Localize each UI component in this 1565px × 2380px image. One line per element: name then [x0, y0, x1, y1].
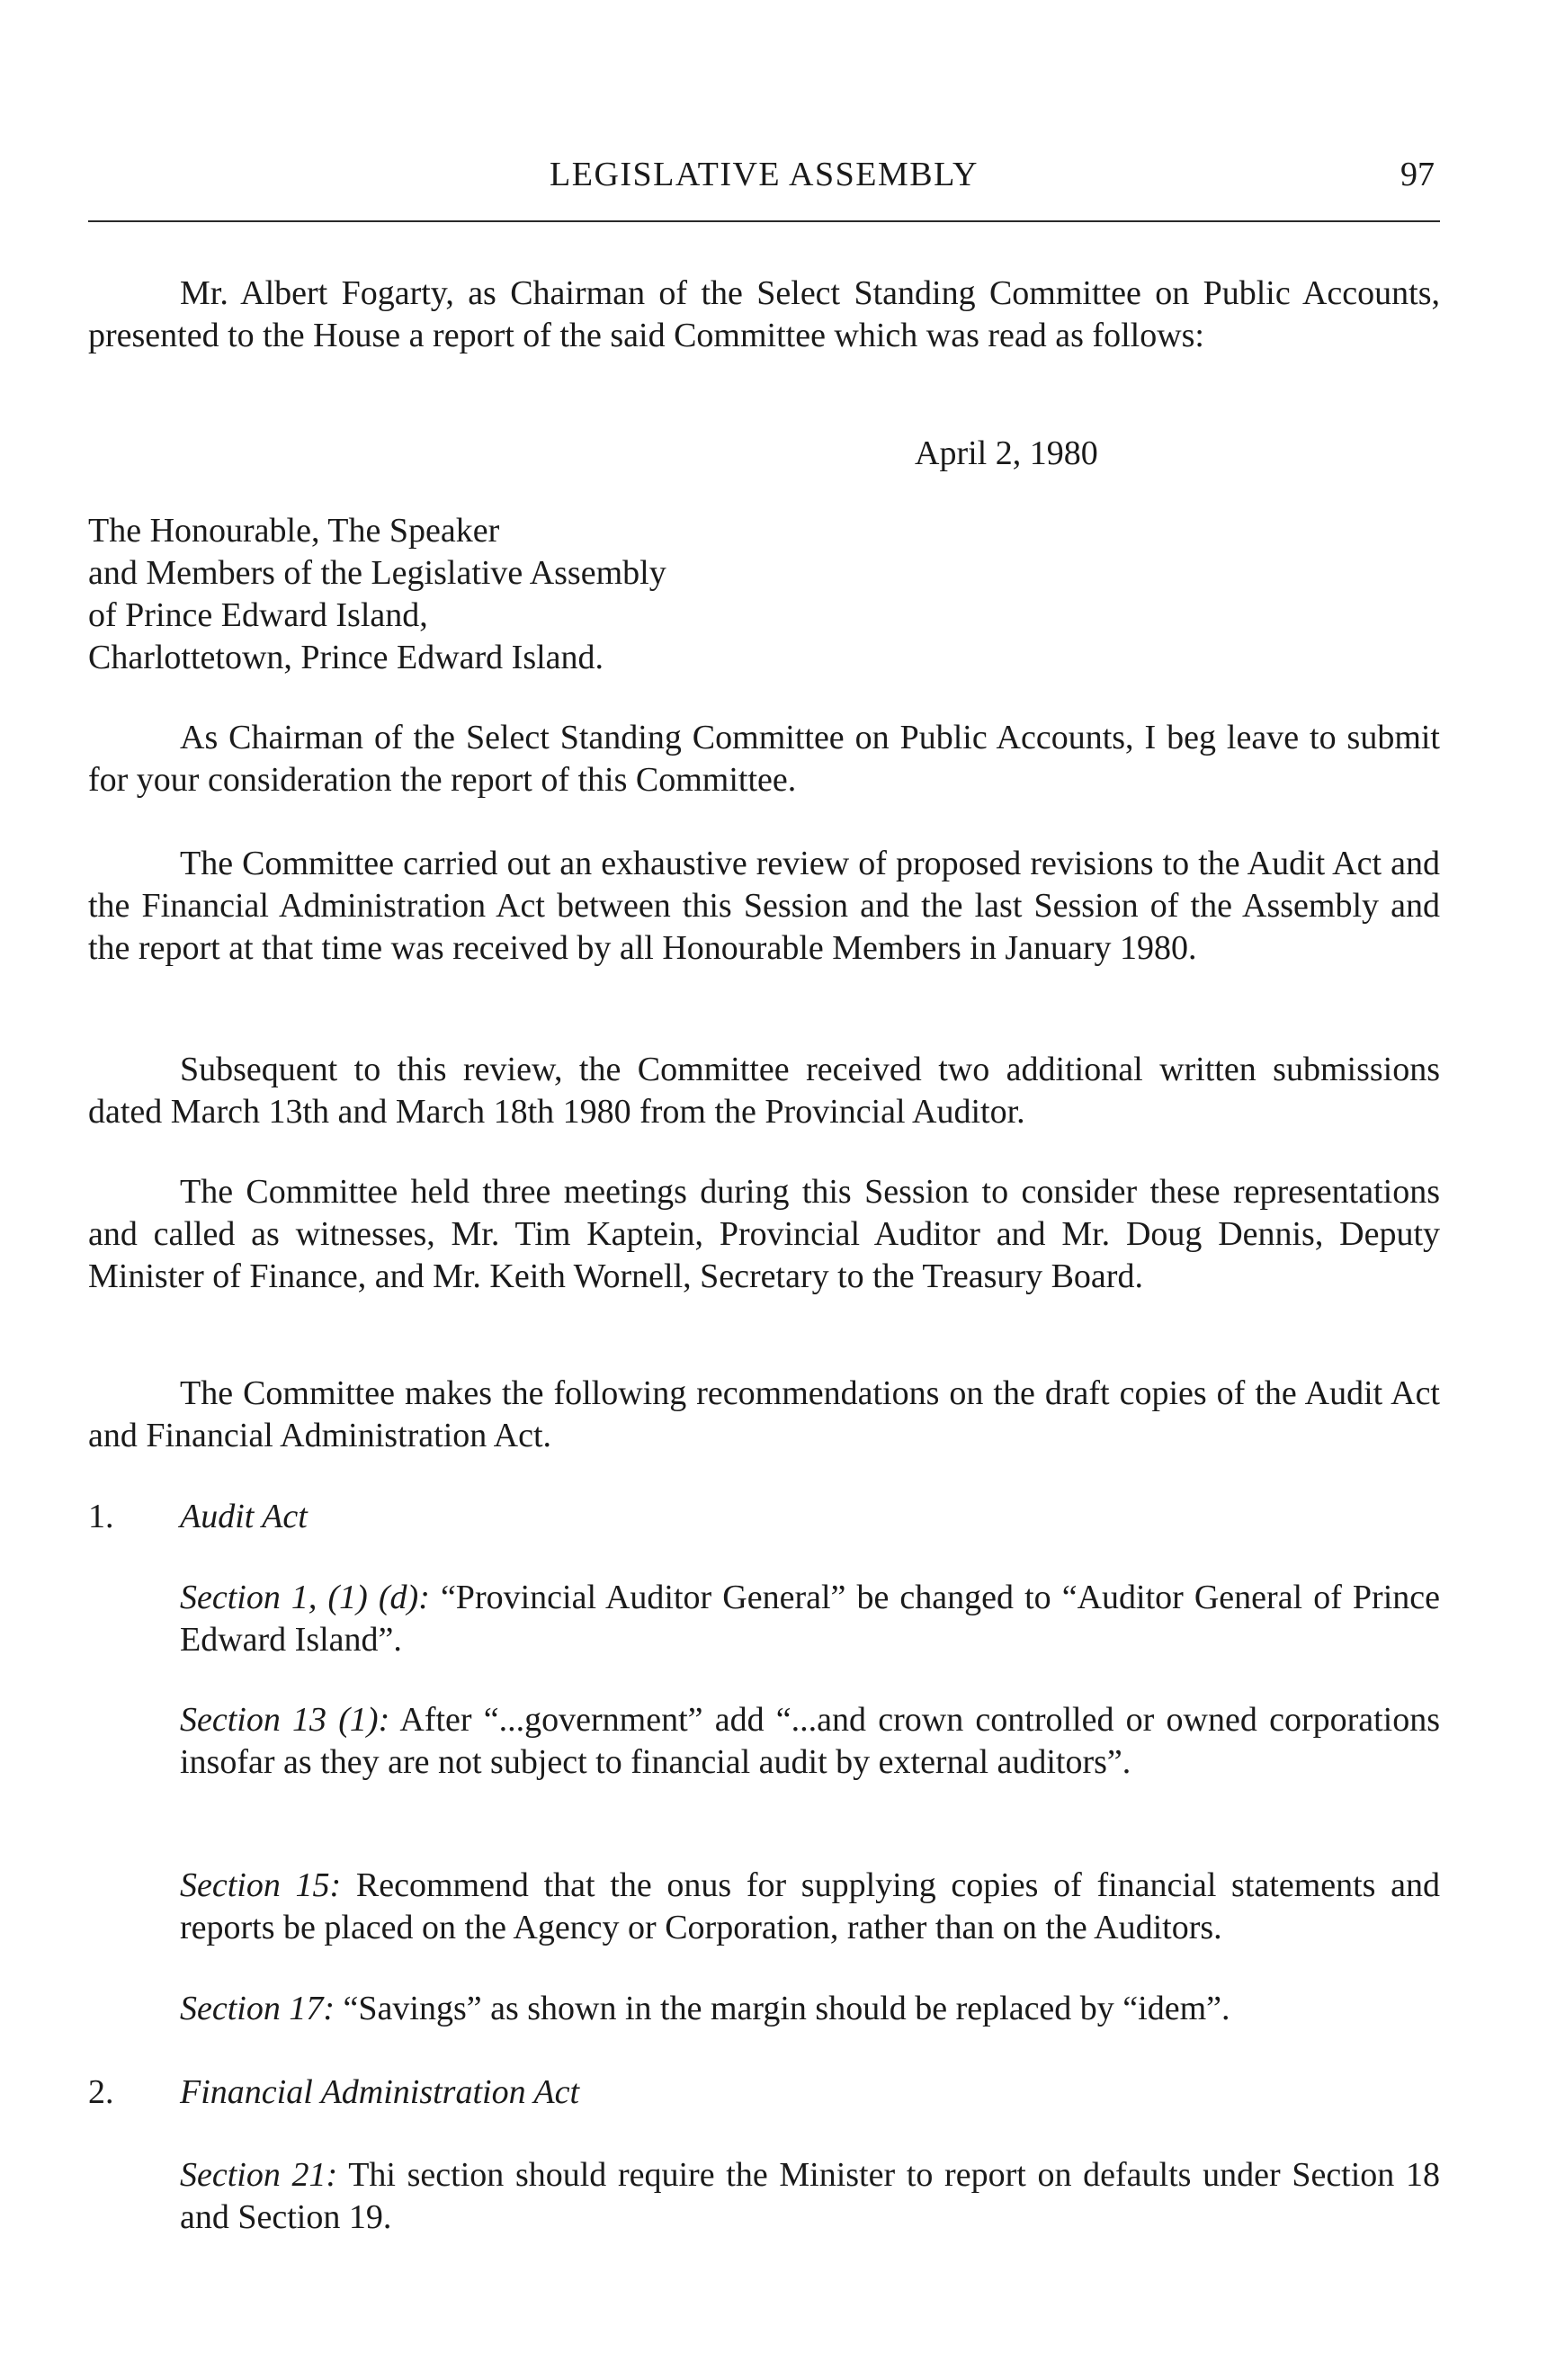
intro-paragraph: Mr. Albert Fogarty, as Chairman of the Select Standing Committee on Public Accounts, presented to the House a report of the said Committee which was read as follows:	[88, 274, 1440, 354]
section-reference: Section 21:	[180, 2156, 338, 2194]
body-paragraph: Subsequent to this review, the Committee received two additional written submissions dated March 13th and March 18th 1980 from the Provincial Auditor.	[88, 1051, 1440, 1131]
address-line: Charlottetown, Prince Edward Island.	[88, 639, 604, 676]
item-title: Financial Administration Act	[180, 2073, 580, 2111]
item-number: 2.	[88, 2073, 114, 2111]
section-recommendation	[180, 2154, 1440, 2239]
section-reference: Section 15:	[180, 1866, 342, 1904]
page-number: 97	[1400, 156, 1435, 193]
section-text: Recommend that the onus for supplying copies of financial statements and reports be placed on the Agency or Corporation, rather than on the Auditors.	[180, 1866, 1441, 1946]
header-rule	[88, 220, 1440, 222]
address-line: The Honourable, The Speaker	[88, 512, 500, 550]
body-paragraph: The Committee held three meetings during this Session to consider these representations and called as witnesses, Mr. Tim Kaptein, Provincial Auditor and Mr. Doug Dennis, Deputy Minister of Finance, and Mr. Keith Wornell, Secretary to the Treasury Board.	[88, 1173, 1440, 1295]
item-number: 1.	[88, 1498, 114, 1535]
section-reference: Section 13 (1):	[180, 1701, 390, 1739]
address-block	[88, 510, 666, 679]
body-paragraph: The Committee carried out an exhaustive review of proposed revisions to the Audit Act and the Financial Administration Act between this Session and the last Session of the Assembly and the report at that time was received by all Honourable Members in January 1980.	[88, 845, 1440, 967]
address-line: of Prince Edward Island,	[88, 596, 428, 634]
body-paragraph: As Chairman of the Select Standing Committee on Public Accounts, I beg leave to submit for your consideration the report of this Committee.	[88, 719, 1440, 799]
item-title: Audit Act	[180, 1498, 308, 1535]
section-recommendation	[180, 1577, 1440, 1661]
header-title: LEGISLATIVE ASSEMBLY	[550, 156, 979, 193]
section-reference: Section 17:	[180, 1990, 335, 2027]
section-reference: Section 1, (1) (d):	[180, 1579, 430, 1616]
running-header	[88, 155, 1440, 209]
body-paragraph: The Committee makes the following recommendations on the draft copies of the Audit Act and Financial Administration Act.	[88, 1374, 1440, 1454]
section-recommendation	[180, 1988, 1440, 2030]
section-recommendation	[180, 1865, 1440, 1949]
address-line: and Members of the Legislative Assembly	[88, 554, 666, 592]
report-date: April 2, 1980	[915, 434, 1098, 472]
section-text: “Savings” as shown in the margin should be replaced by “idem”.	[343, 1990, 1230, 2027]
section-text: Thi section should require the Minister to report on defaults under Section 18 and Section 19.	[180, 2156, 1440, 2236]
section-recommendation	[180, 1699, 1440, 1784]
section-text: “Provincial Auditor General” be changed to “Auditor General of Prince Edward Island”.	[180, 1579, 1440, 1659]
section-text: After “...government” add “...and crown controlled or owned corporations insofar as they are not subject to financial audit by external auditors”.	[180, 1701, 1441, 1781]
